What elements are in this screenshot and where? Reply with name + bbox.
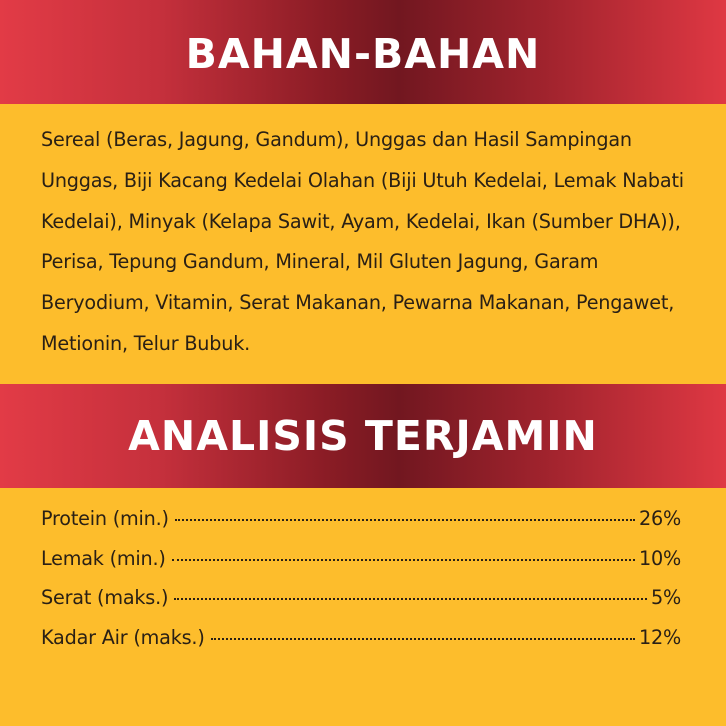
analysis-value: 5% — [650, 586, 681, 609]
analysis-row-moisture — [41, 626, 681, 666]
analysis-row-fat — [41, 547, 681, 587]
analysis-label: Lemak (min.) — [41, 546, 166, 570]
analysis-value: 26% — [638, 507, 681, 530]
analysis-label: Kadar Air (maks.) — [41, 625, 205, 649]
analysis-label: Serat (maks.) — [41, 586, 169, 609]
ingredients-title: BAHAN-BAHAN — [185, 30, 541, 78]
analysis-value: 10% — [638, 546, 681, 570]
dot-leader — [172, 559, 635, 561]
analysis-row-protein — [41, 507, 681, 547]
dot-leader — [211, 638, 635, 640]
dot-leader — [175, 519, 635, 521]
guaranteed-analysis-table — [41, 507, 681, 665]
dot-leader — [174, 598, 647, 600]
analysis-label: Protein (min.) — [41, 507, 169, 530]
analysis-value: 12% — [638, 625, 681, 649]
analysis-row-fiber — [41, 586, 681, 626]
analysis-banner — [0, 384, 726, 488]
ingredients-text: Sereal (Beras, Jagung, Gandum), Unggas dan Hasil Sampingan Unggas, Biji Kacang Kedelai Olahan (Biji Utuh Kedelai, Lemak Nabati Kedelai), Minyak (Kelapa Sawit, Ayam, Kedelai, Ikan (Sumber DHA)), Perisa, Tepung Gandum, Mineral, Mil Gluten Jagung, Garam Beryodium, Vitamin, Serat Makanan, Pewarna Makanan, Pengawet, Metionin, Telur Bubuk. — [41, 128, 684, 355]
ingredients-banner — [0, 0, 726, 104]
analysis-title: ANALISIS TERJAMIN — [128, 412, 598, 460]
